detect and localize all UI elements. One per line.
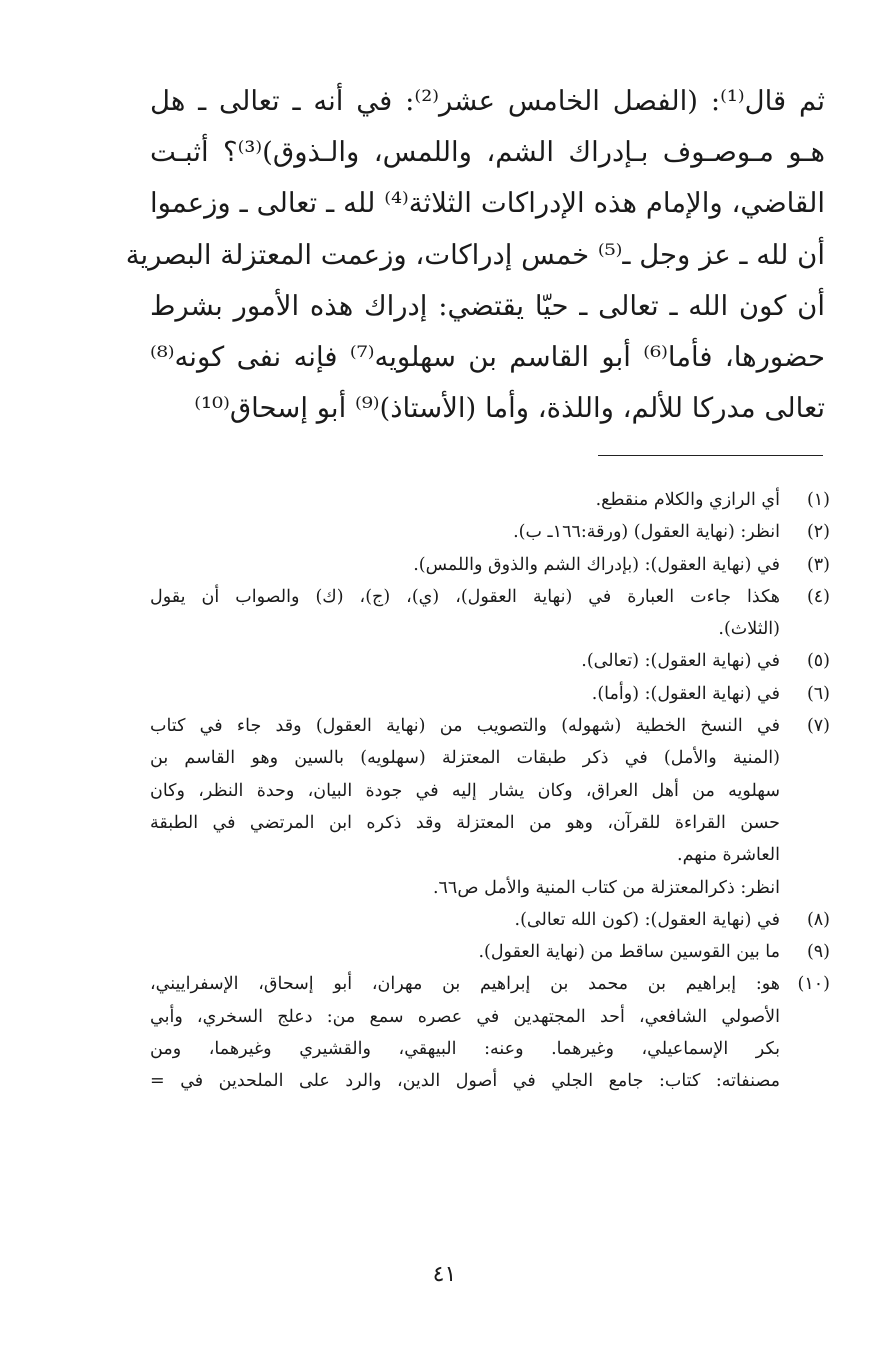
footnote-number: (٩)	[806, 942, 830, 963]
footnote-line: الأصولي الشافعي، أحد المجتهدين في عصره سمع من: دعلج السخري، وأبي	[150, 1006, 780, 1027]
footnote-line: (الثلاث).	[718, 619, 780, 640]
main-text	[125, 76, 825, 434]
footnote-line: في (نهاية العقول): (بإدراك الشم والذوق واللمس).	[413, 554, 780, 575]
main-text-line: أن كون الله ـ تعالى ـ حيّا يقتضي: إدراك هذه الأمور بشرط	[150, 289, 825, 322]
main-text-line: أن لله ـ عز وجل ـ⁽⁵⁾ خمس إدراكات، وزعمت المعتزلة البصرية	[125, 238, 825, 271]
footnote-line: العاشرة منهم.	[677, 845, 780, 866]
footnote-line: ما بين القوسين ساقط من (نهاية العقول).	[478, 942, 780, 963]
footnote-line: في النسخ الخطية (شهوله) والتصويب من (نهاية العقول) وقد جاء في كتاب	[150, 716, 780, 737]
footnote	[150, 581, 830, 646]
main-text-line: حضورها، فأما⁽⁶⁾ أبو القاسم بن سهلويه⁽⁷⁾ فإنه نفى كونه⁽⁸⁾	[150, 340, 825, 373]
footnote-number: (٤)	[806, 586, 830, 607]
footnote-number: (١)	[806, 490, 830, 510]
footnote-line: في (نهاية العقول): (تعالى).	[581, 651, 780, 672]
footnote	[150, 549, 830, 581]
footnote-line: مصنفاته: كتاب: جامع الجلي في أصول الدين، والرد على الملحدين في =	[150, 1071, 780, 1092]
footnote-line: (المنية والأمل) في ذكر طبقات المعتزلة (سهلويه) بالسين وهو القاسم بن	[150, 748, 780, 769]
footnote-separator	[598, 455, 823, 456]
footnote-number: (٦)	[806, 683, 830, 704]
footnote-line: في (نهاية العقول): (كون الله تعالى).	[514, 909, 780, 930]
footnote-line: بكر الإسماعيلي، وغيرهما. وعنه: البيهقي، والقشيري وغيرهما، ومن	[150, 1039, 780, 1060]
footnote	[150, 710, 830, 871]
footnote-reference	[150, 872, 830, 904]
footnotes	[150, 484, 830, 1098]
footnote-number: (٧)	[806, 716, 830, 737]
page-number: ٤١	[432, 1262, 457, 1287]
main-text-line: هـو مـوصـوف بـإدراك الشم، واللمس، والـذوق)⁽³⁾؟ أثبـت	[150, 136, 825, 169]
footnote	[150, 904, 830, 936]
footnote-number: (٥)	[806, 651, 830, 672]
footnote-line: هكذا جاءت العبارة في (نهاية العقول)، (ي)، (ج)، (ك) والصواب أن يقول	[150, 586, 780, 607]
footnote-number: (٣)	[806, 554, 830, 575]
footnote	[150, 516, 830, 548]
footnote	[150, 936, 830, 968]
main-text-line: تعالى مدركا للألم، واللذة، وأما (الأستاذ)⁽⁹⁾ أبو إسحاق⁽¹⁰⁾	[194, 392, 825, 425]
footnote-number: (١٠)	[797, 974, 830, 995]
footnote-line: في (نهاية العقول): (وأما).	[591, 683, 780, 704]
main-text-line: القاضي، والإمام هذه الإدراكات الثلاثة⁽⁴⁾ لله ـ تعالى ـ وزعموا	[150, 187, 825, 220]
footnote-line: انظر: ذكرالمعتزلة من كتاب المنية والأمل ص٦٦.	[432, 877, 780, 898]
footnote	[150, 645, 830, 677]
footnote-line: حسن القراءة للقرآن، وهو من المعتزلة وقد ذكره ابن المرتضي في الطبقة	[150, 812, 780, 833]
footnote-line: أي الرازي والكلام منقطع.	[595, 490, 780, 510]
footnote-line: انظر: (نهاية العقول) (ورقة:١٦٦ـ ب).	[513, 522, 780, 543]
footnote	[150, 678, 830, 710]
footnote-number: (٢)	[806, 522, 830, 543]
footnote	[150, 484, 830, 516]
footnote-line: سهلويه من أهل العراق، وكان يشار إليه في جودة البيان، وحدة النظر، وكان	[150, 780, 780, 801]
footnote-number: (٨)	[806, 909, 830, 930]
footnote-line: هو: إبراهيم بن محمد بن إبراهيم بن مهران، أبو إسحاق، الإسفراييني،	[150, 974, 780, 995]
footnote	[150, 968, 830, 1097]
main-text-line: ثم قال⁽¹⁾: (الفصل الخامس عشر⁽²⁾: في أنه ـ تعالى ـ هل	[150, 85, 825, 117]
